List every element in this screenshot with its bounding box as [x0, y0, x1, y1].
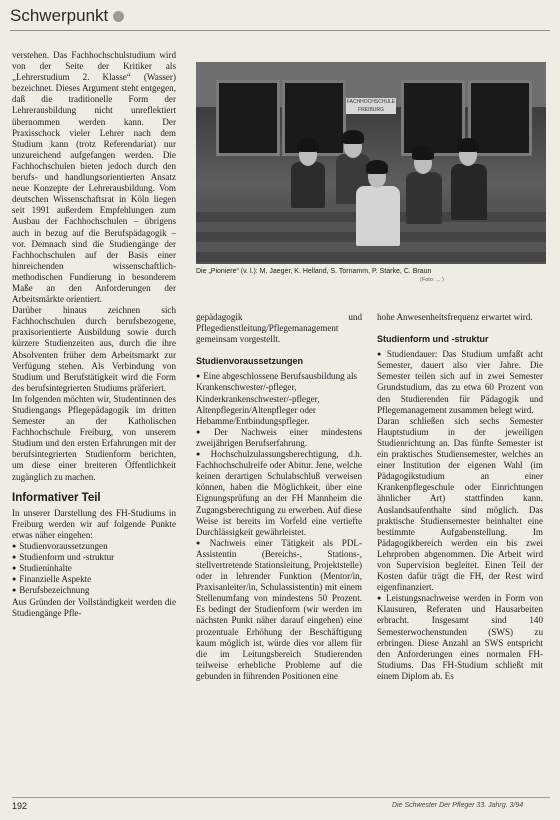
- header-divider: [10, 30, 550, 31]
- section-title: Schwerpunkt: [10, 6, 109, 25]
- person-hair: [297, 138, 319, 152]
- list-item: ● Finanzielle Aspekte: [12, 574, 176, 585]
- paragraph: Im folgenden möchten wir, Studentinnen des Studiengangs Pflegepädagogik im dritten Semester an der Katholischen Fachhochschule Freiburg, von unserem Studium und den ersten Erfahrungen mit der berufsintegrierten Studienform berichten, um diese einer breiteren Öffentlichkeit zugänglich zu machen.: [12, 393, 176, 482]
- list-item: ● Leistungsnachweise werden in Form von Klausuren, Referaten und Hausarbeiten erbracht. Insgesamt sind 140 Semesterwochenstunden (SWS) zu erbringen. Diese Anzahl an SWS entspricht den Anforderungen eines normalen FH-Studiums. Das FH-Studium schließt mit einem Diplom ab. Es: [377, 593, 543, 682]
- sub-list-item: Hebamme/Entbindungspfleger.: [196, 415, 310, 426]
- list-item: ● Der Nachweis einer mindestens zweijährigen Berufserfahrung.: [196, 427, 362, 449]
- paragraph: In unserer Darstellung des FH-Studiums in Freiburg werden wir auf folgende Punkte etwas näher eingehen:: [12, 507, 176, 540]
- person-figure: [406, 172, 442, 224]
- section-heading: Informativer Teil: [12, 491, 101, 504]
- person-figure: [451, 164, 487, 220]
- paragraph: verstehen. Das Fachhochschulstudium wird von der Seite der Kritiker als „Lehrerstudium 2. Klasse“ (Wasser) bezeichnet. Dieses Argument steht entgegen, daß die traditionelle Form der Lehrerausbildung nicht unreflektiert übernommen werden kann. Der Praxisschock vieler Lehrer nach dem Studium kann (trotz Referendariat) nur unzureichend aufgefangen werden. Die Fachhochschulen bieten jedoch durch den berufs- und handlungsorientierten Ansatz neue Konzepte der Lehrerausbildung. Vom deutschen Wissenschaftsrat in Köln liegen seit 1991 außerdem Empfehlungen zum Ausbau der Fachhochschulen – übrigens auch in bezug auf die Berufspädagogik – vor. Demnach sind die Studiengänge der Fachhochschulen auf der Basis einer hinreichenden wissenschaftlich-methodischen Fundierung in besonderem Maße an den Anforderungen der Arbeitsmärkte orientiert.: [12, 50, 176, 305]
- person-figure: [291, 162, 325, 208]
- paragraph: Aus Gründen der Vollständigkeit werden die Studiengänge Pfle-: [12, 596, 176, 618]
- person-hair: [342, 130, 364, 144]
- list-item: ● Studienform und -struktur: [12, 552, 176, 563]
- paragraph: hohe Anwesenheitsfrequenz erwartet wird.: [377, 312, 533, 322]
- person-hair: [412, 146, 434, 160]
- structure-list-continued: [377, 593, 543, 682]
- sub-list-item: Krankenschwester/-pfleger,: [196, 382, 297, 393]
- requirements-list-continued: [196, 427, 362, 682]
- photo-credit: (Foto: ... ): [420, 277, 444, 283]
- photo-sign: FACHHOCHSCHULE FREIBURG: [346, 99, 396, 113]
- topic-list: [12, 541, 176, 596]
- sub-list-item: Kinderkrankenschwester/-pfleger,: [196, 393, 320, 404]
- list-item: ● Eine abgeschlossene Berufsausbildung als: [196, 371, 362, 382]
- section-header: [10, 6, 124, 26]
- structure-list: [377, 349, 543, 416]
- section-heading: Studienvoraussetzungen: [196, 356, 304, 367]
- paragraph: Darüber hinaus zeichnen sich Fachhochschulen durch berufsbezogene, praxisorientierte Ausbildung sowie durch kürzere Studienzeiten aus, durch die ihre Absolventen früher dem Arbeitsmarkt zur Verfügung stehen. Als Verbindung von Studium und Berufstätigkeit wird die Form des berufsintegrierten Studiums präferiert.: [12, 305, 176, 393]
- section-dot-icon: [113, 11, 124, 22]
- sub-list-item: Altenpflegerin/Altenpfleger oder: [196, 404, 316, 415]
- group-photo: [196, 62, 546, 264]
- person-figure: [356, 186, 400, 246]
- article-column-3: [377, 312, 543, 682]
- photo-caption: Die „Pioniere“ (v. l.): M. Jaeger, K. Helland, S. Tornamm, P. Starke, C. Braun: [196, 268, 432, 275]
- article-column-2: [196, 312, 362, 682]
- section-heading: Studienform und -struktur: [377, 334, 489, 345]
- paragraph: gepädagogik und Pflegedienstleitung/Pflegemanagement gemeinsam vorgestellt.: [196, 312, 362, 345]
- paragraph: Daran schließen sich sechs Semester Hauptstudium in der jeweiligen Studienrichtung an. Das fünfte Semester ist ein praktisches Studiensemester, welches an einer Institution der eigenen Wahl (im Pädagogikstudium an einer Krankenpflegeschule oder Einrichtungen ähnlicher Art) stattfinden kann. Auslandsaufenthalte sind möglich. Das praktische Studiensemester beinhaltet eine bestimmte Aufgabenstellung. Im Pädagogikbereich werden ein bis zwei Lehrproben abgenommen. Die Arbeit wird von Supervision begleitet. Einen Teil der Kosten dafür trägt die FH, der Rest wird eigenfinanziert.: [377, 415, 543, 593]
- footer-source: Die Schwester Der Pfleger 33. Jahrg. 3/94: [392, 802, 524, 809]
- list-item: ● Hochschulzulassungsberechtigung, d.h. Fachhochschulreife oder Abitur. Jene, welche keinen derartigen Schulabschluß verweisen können, haben die Möglichkeit, über eine Eignungsprüfung an der FH Mannheim die Zugangsberechtigung zu erwerben. Auf diese Weise ist bereits im Vorfeld eine vertiefte Durchlässigkeit gewährleistet.: [196, 449, 362, 538]
- person-hair: [457, 138, 479, 152]
- person-hair: [366, 160, 388, 174]
- photo-window: [401, 80, 465, 156]
- list-item: ● Studienvoraussetzungen: [12, 541, 176, 552]
- list-item: ● Studieninhalte: [12, 563, 176, 574]
- page-number: 192: [12, 801, 28, 811]
- article-column-1: [12, 50, 176, 619]
- requirements-list: [196, 371, 362, 382]
- photo-window: [216, 80, 280, 156]
- footer-divider: [12, 797, 550, 798]
- list-item: ● Nachweis einer Tätigkeit als PDL-Assistentin (Bereichs-, Stations-, stellvertretende Stationsleitung, Projektstelle) oder in lehrender Funktion (Mentor/in, Praxisanleiter/in, Schulassistentin) mit einem Stellenumfang von mindestens 50 Prozent. Es bedingt der Studienform (wir werden im nächsten Punkt näher darauf eingehen) eine prozentuale Erhöhung der Beschäftigung kaum möglich ist, würde dies vor allem für die im Leitungsbereich Studierenden teilweise erhebliche Probleme auf die gebunden in führenden Positionen eine: [196, 538, 362, 682]
- list-item: ● Berufsbezeichnung: [12, 585, 176, 596]
- list-item: ● Studiendauer: Das Studium umfaßt acht Semester, dauert also vier Jahre. Die Semester teilen sich auf in zwei Semester Grundstudium, das zu etwa 60 Prozent von den Studierenden für Pädagogik und Pflegemanagement zusammen belegt wird.: [377, 349, 543, 416]
